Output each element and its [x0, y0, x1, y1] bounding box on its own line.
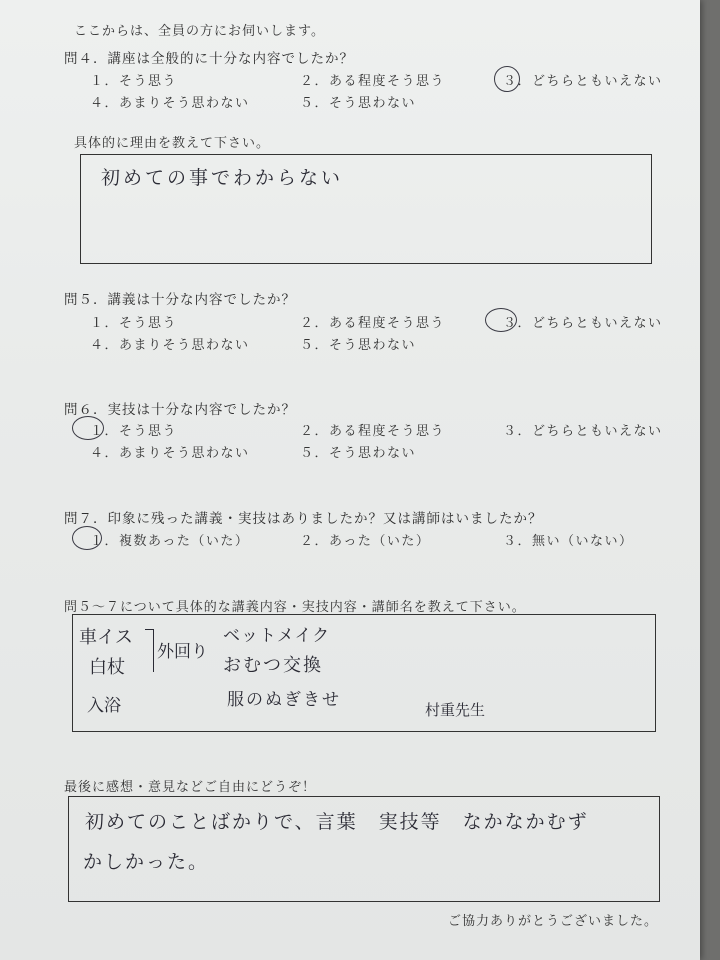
q5-option-1[interactable]: １．そう思う	[90, 316, 178, 331]
detail-item-bathing: 入浴	[87, 696, 121, 716]
q4-option-2[interactable]: ２．ある程度そう思う	[300, 74, 446, 89]
intro-text: ここからは、全員の方にお伺いします。	[74, 24, 325, 39]
final-answer-box[interactable]	[68, 796, 660, 902]
detail-bracket-label: 外回り	[157, 642, 208, 662]
q5-option-2[interactable]: ２．ある程度そう思う	[300, 316, 446, 331]
q5-option-4[interactable]: ４．あまりそう思わない	[90, 338, 250, 353]
thanks-text: ご協力ありがとうございました。	[447, 914, 658, 929]
q6-option-3[interactable]: ３．どちらともいえない	[503, 424, 663, 439]
q4-option-3[interactable]: ３．どちらともいえない	[503, 74, 663, 89]
q6-option-4[interactable]: ４．あまりそう思わない	[90, 446, 250, 461]
detail-item-white-cane: 白杖	[89, 657, 125, 678]
q5-question: 問５．講義は十分な内容でしたか？	[64, 292, 296, 308]
q5-selection-circle	[485, 308, 517, 332]
detail-item-diaper-change: おむつ交換	[223, 655, 323, 676]
q6-selection-circle	[72, 416, 104, 440]
q7-option-1[interactable]: １．複数あった（いた）	[90, 534, 250, 549]
final-prompt: 最後に感想・意見などご自由にどうぞ！	[64, 780, 317, 795]
detail-teacher-name: 村重先生	[425, 701, 486, 719]
q4-question: 問４．講座は全般的に十分な内容でしたか？	[64, 51, 354, 67]
q5-option-3[interactable]: ３．どちらともいえない	[503, 316, 663, 331]
reason-answer-text: 初めての事でわからない	[101, 167, 344, 189]
detail-item-wheelchair: 車イス	[79, 627, 133, 648]
q7-selection-circle	[72, 526, 102, 550]
detail-bracket	[145, 629, 154, 672]
q6-option-5[interactable]: ５．そう思わない	[300, 446, 417, 461]
q4-option-4[interactable]: ４．あまりそう思わない	[90, 96, 250, 111]
q4-selection-circle	[494, 66, 520, 92]
detail-prompt: 問５～７について具体的な講義内容・実技内容・講師名を教えて下さい。	[64, 600, 526, 615]
detail-answer-box[interactable]	[72, 614, 656, 732]
q4-option-1[interactable]: １．そう思う	[90, 74, 178, 89]
q5-option-5[interactable]: ５．そう思わない	[300, 338, 417, 353]
q6-option-1[interactable]: １．そう思う	[90, 424, 178, 439]
q7-question: 問７．印象に残った講義・実技はありましたか？又は講師はいましたか？	[64, 511, 543, 527]
q7-option-2[interactable]: ２．あった（いた）	[300, 534, 431, 549]
q4-option-5[interactable]: ５．そう思わない	[300, 96, 417, 111]
q6-option-2[interactable]: ２．ある程度そう思う	[300, 424, 446, 439]
final-answer-line-1: 初めてのことばかりで、言葉 実技等 なかなかむず	[85, 811, 589, 833]
detail-item-bed-making: ベットメイク	[223, 626, 331, 646]
reason-prompt: 具体的に理由を教えて下さい。	[74, 136, 271, 151]
q6-question: 問６．実技は十分な内容でしたか？	[64, 402, 296, 418]
reason-answer-box[interactable]	[80, 154, 652, 264]
final-answer-line-2: かしかった。	[83, 851, 210, 873]
q7-option-3[interactable]: ３．無い（いない）	[503, 534, 634, 549]
detail-item-dressing: 服のぬぎきせ	[227, 690, 341, 710]
